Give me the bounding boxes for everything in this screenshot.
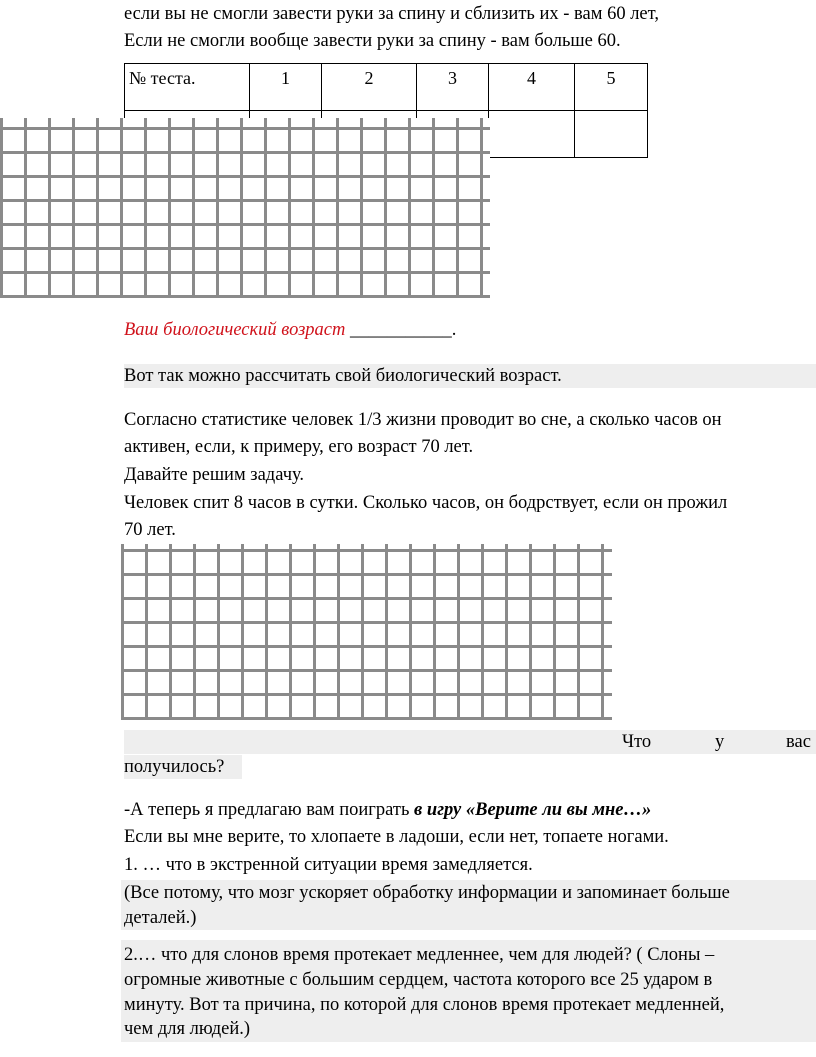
game-title: в игру «Верите ли вы мне…» [414,800,652,820]
question-1: 1. … что в экстренной ситуации время замедляется. [124,855,533,875]
table-cell[interactable] [489,111,575,158]
graph-paper-grid [121,544,612,720]
bio-age-line [124,317,456,343]
table-header-cell: 2 [322,64,417,111]
game-intro [124,797,651,823]
table-header-row [125,64,648,111]
game-intro-text: -А теперь я предлагаю вам поиграть [124,800,415,820]
table-header-cell: 1 [250,64,322,111]
result-word-1: Что [622,732,652,752]
intro-line-2: Если не смогли вообще завести руки за спину - вам больше 60. [124,31,621,51]
table-header-cell: 4 [489,64,575,111]
question-2-line-2: огромные животные с большим сердцем, частота которого все 25 ударом в [124,970,713,990]
bio-age-label: Ваш биологический возраст [124,320,346,340]
question-2-line-3: минуту. Вот та причина, по которой для слонов время протекает медленней, [124,995,725,1015]
graph-paper-grid [0,118,490,298]
game-rules: Если вы мне верите, то хлопаете в ладоши, если нет, топаете ногами. [124,827,669,847]
intro-line-1: если вы не смогли завести руки за спину и сблизить их - вам 60 лет, [124,4,659,24]
problem-line-3: Давайте решим задачу. [124,465,305,485]
result-line-bg [124,730,816,754]
table-header-cell: № теста. [125,64,250,111]
answer-1-line-1: (Все потому, что мозг ускоряет обработку информации и запоминает больше [124,883,730,903]
bio-age-blank[interactable]: ___________. [345,320,457,340]
calc-note: Вот так можно рассчитать свой биологический возраст. [124,364,816,388]
result-line-2: получилось? [124,755,242,779]
problem-line-5: 70 лет. [124,520,176,540]
result-word-2: у [715,732,725,752]
question-2-line-4: чем для людей.) [124,1019,251,1039]
problem-line-4: Человек спит 8 часов в сутки. Сколько часов, он бодрствует, если он прожил [124,493,728,513]
table-header-cell: 3 [417,64,489,111]
table-cell[interactable] [575,111,648,158]
answer-1-line-2: деталей.) [124,908,197,928]
result-word-3: вас [786,732,811,752]
problem-line-1: Согласно статистике человек 1/3 жизни проводит во сне, а сколько часов он [124,410,722,430]
problem-line-2: активен, если, к примеру, его возраст 70 лет. [124,437,474,457]
table-header-cell: 5 [575,64,648,111]
question-2-line-1: 2.… что для слонов время протекает медленнее, чем для людей? ( Слоны – [124,945,715,965]
